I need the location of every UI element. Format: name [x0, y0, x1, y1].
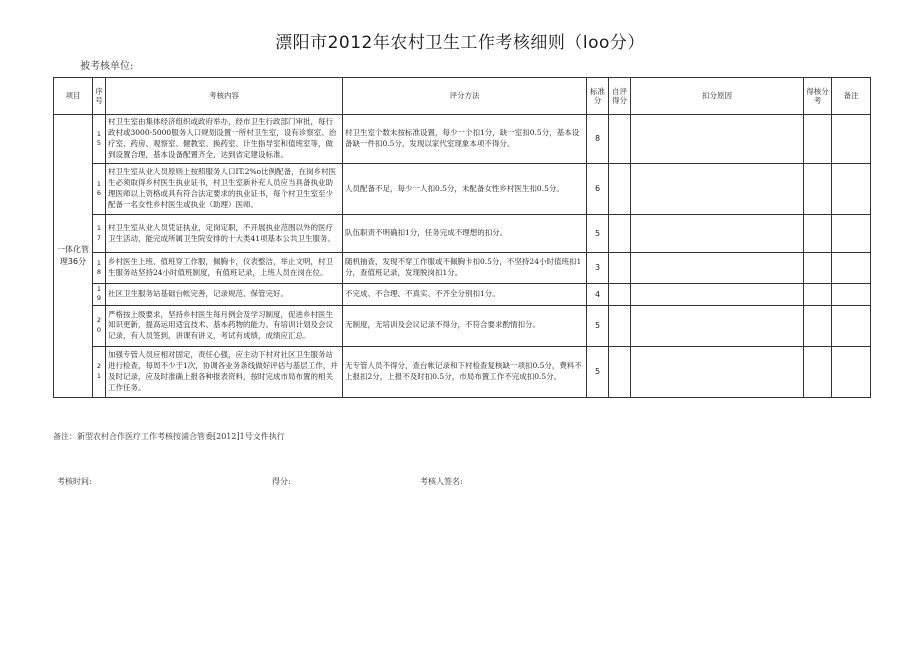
row-standard-score: 4 [587, 284, 609, 306]
header-final-score: 得核分考 [804, 78, 832, 115]
row-note[interactable] [832, 115, 871, 164]
row-deduction-reason[interactable] [631, 346, 804, 397]
row-content: 社区卫生服务站基础台帐完善，记录规范、保管完好。 [106, 284, 343, 306]
row-deduction-reason[interactable] [631, 115, 804, 164]
row-method: 村卫生室个数未按标准设置，每少一个扣1分，缺一室扣0.5分，基本设备缺一件扣0.5分，发现以家代室现象本项不得分。 [343, 115, 587, 164]
row-method: 无制度，无培训及会议记录不得分，不符合要求酌情扣分。 [343, 305, 587, 346]
row-final-score[interactable] [804, 346, 832, 397]
header-note: 备注 [832, 78, 871, 115]
row-content: 加强专管人员应相对固定，责任心强，应主动下村对社区卫生服务站进行检查，每周不少于1次，协调各业务条线做好评估与基层工作，并及时记录，应及时准确上报各种报表资料，按时完成市局布置的相关工作任务。 [106, 346, 343, 397]
row-deduction-reason[interactable] [631, 164, 804, 215]
header-content: 考核内容 [106, 78, 343, 115]
header-standard-score: 标准分 [587, 78, 609, 115]
header-project: 项目 [54, 78, 93, 115]
assessed-unit-label: 被考核单位: [80, 61, 134, 72]
table-row [54, 115, 871, 164]
row-self-score[interactable] [609, 284, 631, 306]
header-deduction-reason: 扣分原因 [631, 78, 804, 115]
table-header-row [54, 78, 871, 115]
table-row [54, 284, 871, 306]
row-content: 村卫生室从业人员凭证执业，定岗定职，不开展执业范围以外的医疗卫生活动，能完成所属卫生院安排的十大类41项基本公共卫生服务。 [106, 215, 343, 253]
row-note[interactable] [832, 305, 871, 346]
row-seq: 16 [93, 164, 106, 215]
row-note[interactable] [832, 346, 871, 397]
row-deduction-reason[interactable] [631, 253, 804, 284]
category-cell: 一体化管理36分 [54, 115, 93, 398]
row-method: 无专管人员不得分，查台帐记录和下村检查复核缺一项扣0.5分，费料不上报扣2分，上报不及时扣0.5分，市局布置工作不完成扣0.5分。 [343, 346, 587, 397]
row-standard-score: 5 [587, 305, 609, 346]
row-note[interactable] [832, 215, 871, 253]
table-row [54, 346, 871, 397]
header-self-score: 自评得分 [609, 78, 631, 115]
row-note[interactable] [832, 253, 871, 284]
row-note[interactable] [832, 164, 871, 215]
row-content: 村卫生室由集体经济组织或政府举办，经市卫生行政部门审批，每行政村或3000-5000服务人口规划设置一所村卫生室，设有诊察室、治疗室、药房、观察室、健教室、换药室、计生指导室和值班室等，做到设置合理，基本设备配置齐全，达到省定建设标准。 [106, 115, 343, 164]
header-seq: 序号 [93, 78, 106, 115]
row-method: 队伍职责不明确扣1分，任务完成不理想的扣分。 [343, 215, 587, 253]
row-method: 人员配备不足，每少一人扣0.5分，未配备女性乡村医生扣0.5分。 [343, 164, 587, 215]
document-title: 漂阳市2012年农村卫生工作考核细则（loo分） [275, 33, 645, 53]
row-final-score[interactable] [804, 305, 832, 346]
row-method: 随机抽查，发现不穿工作服或不佩胸卡扣0.5分，不坚持24小时值班扣1分，查值班记录，发现脱岗扣1分。 [343, 253, 587, 284]
score-label: 得分: [272, 477, 291, 486]
row-seq: 18 [93, 253, 106, 284]
assessment-table [53, 77, 871, 398]
row-standard-score: 5 [587, 346, 609, 397]
row-seq: 15 [93, 115, 106, 164]
row-final-score[interactable] [804, 253, 832, 284]
row-seq: 21 [93, 346, 106, 397]
row-standard-score: 3 [587, 253, 609, 284]
assessor-signature-label: 考核人签名: [420, 477, 463, 486]
row-self-score[interactable] [609, 305, 631, 346]
row-method: 不完成、不合理、不真实、不齐全分别扣1分。 [343, 284, 587, 306]
row-final-score[interactable] [804, 164, 832, 215]
row-final-score[interactable] [804, 115, 832, 164]
row-deduction-reason[interactable] [631, 284, 804, 306]
table-row [54, 215, 871, 253]
assessment-time-label: 考核时间: [57, 477, 92, 486]
row-note[interactable] [832, 284, 871, 306]
row-standard-score: 6 [587, 164, 609, 215]
row-self-score[interactable] [609, 215, 631, 253]
table-row [54, 253, 871, 284]
row-seq: 17 [93, 215, 106, 253]
row-self-score[interactable] [609, 253, 631, 284]
footnote: 备注：新型农村合作医疗工作考核按浦合管委[2012]1号文件执行 [53, 432, 285, 441]
table-row [54, 164, 871, 215]
row-standard-score: 5 [587, 215, 609, 253]
row-final-score[interactable] [804, 284, 832, 306]
table-row [54, 305, 871, 346]
row-self-score[interactable] [609, 115, 631, 164]
row-seq: 19 [93, 284, 106, 306]
row-deduction-reason[interactable] [631, 215, 804, 253]
row-deduction-reason[interactable] [631, 305, 804, 346]
header-method: 评分方法 [343, 78, 587, 115]
row-content: 严格按上级要求，坚持乡村医生每月例会及学习制度，促进乡村医生知识更新，提高运用适宜技术、基本药物的能力。有培训计划及会议记录，有人员签到，讲课有讲义，考试有成绩，成绩应汇总。 [106, 305, 343, 346]
row-content: 乡村医生上班、值班穿工作服，佩胸卡，仪表整洁，举止文明，村卫生服务站坚持24小时值班制度，有值班记录，上班人员在岗在位。 [106, 253, 343, 284]
row-standard-score: 8 [587, 115, 609, 164]
row-content: 村卫生室从业人员原则上按照服务人口IT.2%o比例配备，在岗乡村医生必须取得乡村医生执业证书，村卫生室新补充人员应当具备执业助理医师以上资格或具有符合法定要求的执业证书，每个村卫生室至少配备一名女性乡村医生或执业（助理）医师。 [106, 164, 343, 215]
row-final-score[interactable] [804, 215, 832, 253]
row-self-score[interactable] [609, 346, 631, 397]
row-seq: 20 [93, 305, 106, 346]
row-self-score[interactable] [609, 164, 631, 215]
